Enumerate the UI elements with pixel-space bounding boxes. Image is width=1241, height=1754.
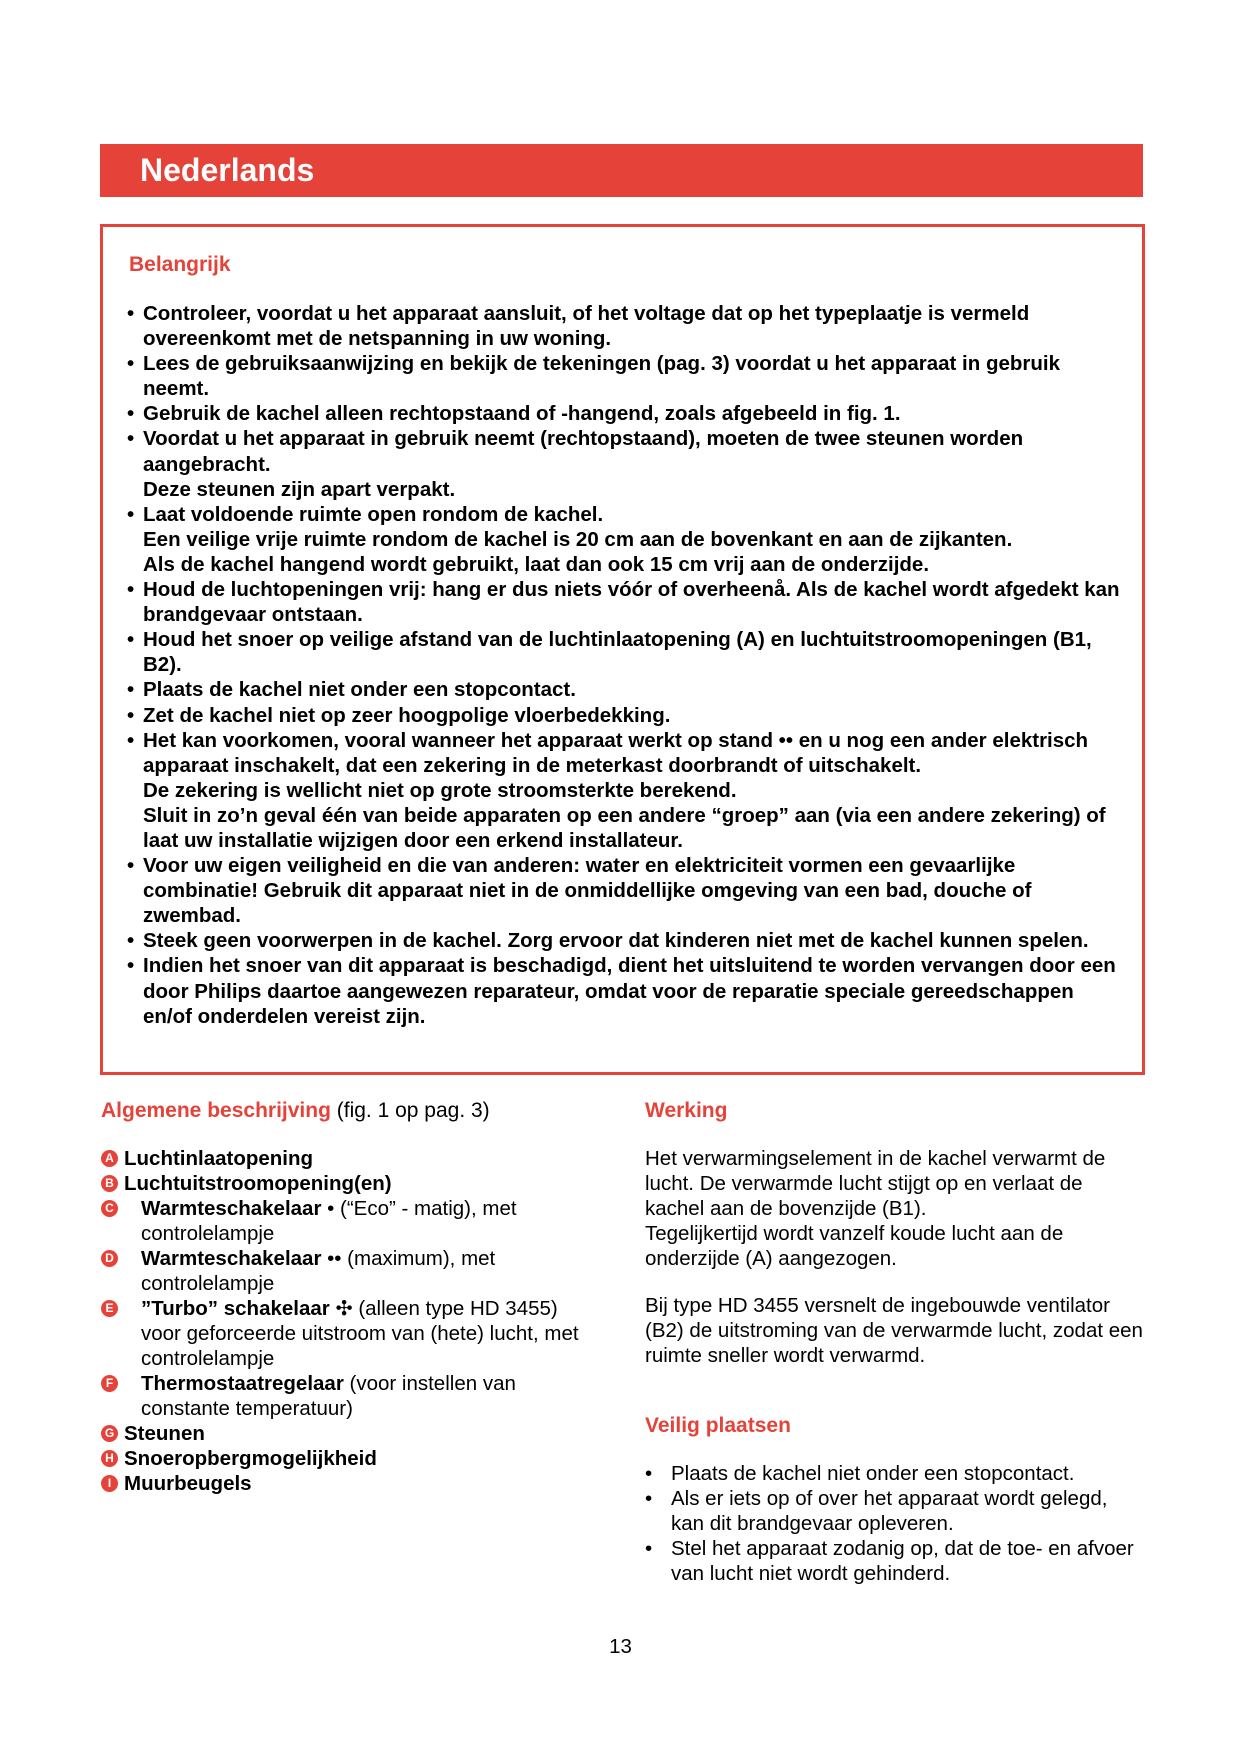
part-letter-badge: G xyxy=(101,1425,118,1442)
list-item: • Steek geen voorwerpen in de kachel. Zorg ervoor dat kinderen niet met de kachel kunnen spelen. xyxy=(127,928,1127,953)
important-box xyxy=(100,224,1145,1075)
list-item: • Gebruik de kachel alleen rechtopstaand of -hangend, zoals afgebeeld in fig. 1. xyxy=(127,401,1127,426)
part-letter-badge: I xyxy=(101,1475,118,1492)
list-item: • Zet de kachel niet op zeer hoogpolige vloerbedekking. xyxy=(127,703,1127,728)
list-item: C Warmteschakelaar • (“Eco” - matig), met controlelampje xyxy=(101,1196,581,1246)
page-number: 13 xyxy=(609,1635,632,1658)
list-item: • Voordat u het apparaat in gebruik neemt (rechtopstaand), moeten de twee steunen worden aangebracht. Deze steunen zijn apart verpakt. xyxy=(127,426,1127,501)
language-header xyxy=(100,144,1143,197)
list-item: • Controleer, voordat u het apparaat aansluit, of het voltage dat op het typeplaatje is vermeld overeenkomt met de netspanning in uw woning. xyxy=(127,301,1127,351)
list-item: • Indien het snoer van dit apparaat is beschadigd, dient het uitsluitend te worden vervangen door een door Philips daartoe aangewezen reparateur, omdat voor de reparatie speciale gereedschappen en/of onderdelen vereist zijn. xyxy=(127,953,1127,1028)
part-letter-badge: D xyxy=(101,1250,118,1267)
part-letter-badge: C xyxy=(101,1200,118,1217)
description-title: Algemene beschrijving (fig. 1 op pag. 3) xyxy=(101,1099,490,1122)
operation-section xyxy=(645,1098,1145,1586)
list-item: • Houd het snoer op veilige afstand van de luchtinlaatopening (A) en luchtuitstroomopeningen (B1, B2). xyxy=(127,627,1127,677)
operation-title: Werking xyxy=(645,1099,728,1122)
list-item: • Plaats de kachel niet onder een stopcontact. xyxy=(127,677,1127,702)
list-item: I Muurbeugels xyxy=(101,1471,581,1496)
list-item: • Plaats de kachel niet onder een stopcontact. xyxy=(645,1461,1145,1486)
part-letter-badge: E xyxy=(101,1300,118,1317)
list-item: F Thermostaatregelaar (voor instellen van constante temperatuur) xyxy=(101,1371,581,1421)
list-item: • Lees de gebruiksaanwijzing en bekijk de tekeningen (pag. 3) voordat u het apparaat in gebruik neemt. xyxy=(127,351,1127,401)
description-section xyxy=(101,1098,581,1496)
part-letter-badge: B xyxy=(101,1175,118,1192)
important-list xyxy=(127,301,1127,1029)
safe-placement-list xyxy=(645,1461,1145,1586)
list-item: • Voor uw eigen veiligheid en die van anderen: water en elektriciteit vormen een gevaarlijke combinatie! Gebruik dit apparaat niet in de onmiddellijke omgeving van een bad, douche of zwembad. xyxy=(127,853,1127,928)
list-item: B Luchtuitstroomopening(en) xyxy=(101,1171,581,1196)
list-item: • Als er iets op of over het apparaat wordt gelegd, kan dit brandgevaar opleveren. xyxy=(645,1486,1145,1536)
list-item: A Luchtinlaatopening xyxy=(101,1146,581,1171)
part-letter-badge: A xyxy=(101,1150,118,1167)
safe-placement-title: Veilig plaatsen xyxy=(645,1414,791,1437)
list-item: D Warmteschakelaar •• (maximum), met controlelampje xyxy=(101,1246,581,1296)
part-letter-badge: F xyxy=(101,1375,118,1392)
language-title: Nederlands xyxy=(140,152,315,188)
list-item: • Houd de luchtopeningen vrij: hang er dus niets vóór of overheenå. Als de kachel wordt afgedekt kan brandgevaar ontstaan. xyxy=(127,577,1127,627)
important-heading: Belangrijk xyxy=(129,253,231,276)
list-item: • Laat voldoende ruimte open rondom de kachel. Een veilige vrije ruimte rondom de kachel is 20 cm aan de bovenkant en aan de zijkanten. Als de kachel hangend wordt gebruikt, laat dan ook 15 cm vrij aan de onderzijde. xyxy=(127,502,1127,577)
part-letter-badge: H xyxy=(101,1450,118,1467)
list-item: G Steunen xyxy=(101,1421,581,1446)
operation-paragraph-2: Bij type HD 3455 versnelt de ingebouwde ventilator (B2) de uitstroming van de verwarmde lucht, zodat een ruimte sneller wordt verwarmd. xyxy=(645,1294,1143,1367)
list-item: • Stel het apparaat zodanig op, dat de toe- en afvoer van lucht niet wordt gehinderd. xyxy=(645,1536,1145,1586)
list-item: E ”Turbo” schakelaar ✣ (alleen type HD 3455) voor geforceerde uitstroom van (hete) lucht, met controlelampje xyxy=(101,1296,581,1371)
list-item: • Het kan voorkomen, vooral wanneer het apparaat werkt op stand •• en u nog een ander elektrisch apparaat inschakelt, dat een zekering in de meterkast doorbrandt of uitschakelt. De zekering is wellicht niet op grote stroomsterkte berekend. Sluit in zo’n geval één van beide apparaten op een andere “groep” aan (via een andere zekering) of laat uw installatie wijzigen door een erkend installateur. xyxy=(127,728,1127,853)
operation-paragraph: Het verwarmingselement in de kachel verwarmt de lucht. De verwarmde lucht stijgt op en verlaat de kachel aan de bovenzijde (B1). Tegelijkertijd wordt vanzelf koude lucht aan de onderzijde (A) aangezogen. xyxy=(645,1147,1106,1270)
parts-list xyxy=(101,1146,581,1496)
list-item: H Snoeropbergmogelijkheid xyxy=(101,1446,581,1471)
